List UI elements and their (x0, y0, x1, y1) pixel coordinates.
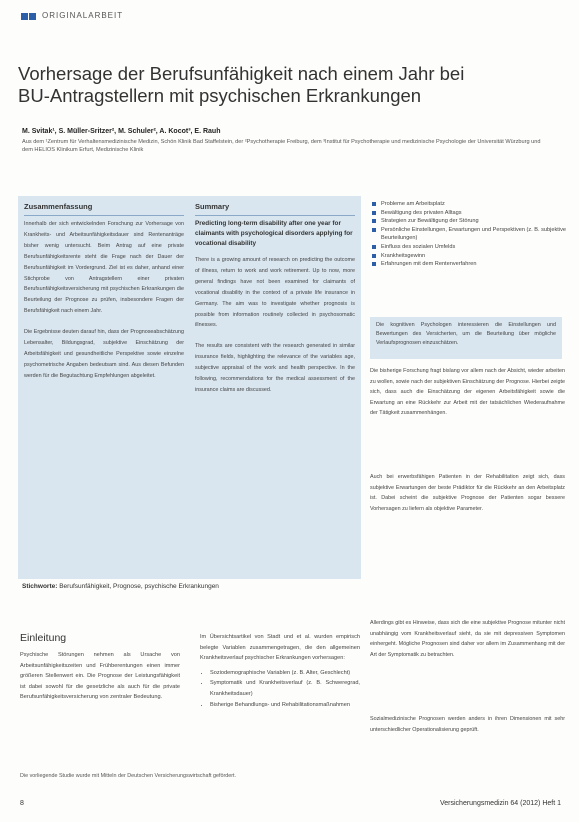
intro-col1: Psychische Störungen nehmen als Ursache von Arbeitsunfähigkeitszeiten und Frühberentungen einen immer größeren Stellenwert ein. Die Prognose der Leistungsfähigkeit ist dabei sowohl für die gesetzliche als auch für die private Berufsunfähigkeitsversicherung von zentraler Bedeutung. (20, 652, 180, 701)
list-item: Strategien zur Bewältigung der Störung (372, 217, 567, 226)
authors: M. Svitak¹, S. Müller-Sritzer², M. Schuler², A. Kocot³, E. Rauh (22, 128, 221, 135)
keywords-label: Stichworte: (22, 583, 58, 590)
intro-bullet-list (200, 668, 360, 710)
abstract-de-p2: Die Ergebnisse deuten darauf hin, dass der Prognoseabschätzung Lebensalter, Bildungsgrad, subjektive Einschätzung der Arbeitsfähigkeit und gesundheitliche Perspektive sowie einzelne psychometrische Angaben bedeutsam sind. Aus diesen Befunden werden für die Begutachtung Empfehlungen abgeleitet. (24, 329, 184, 379)
list-item: Erfahrungen mit dem Rentenverfahren (372, 260, 567, 269)
abstract-box (18, 196, 361, 579)
abstract-en-heading: Summary (195, 202, 230, 211)
highlight-text: Die kognitiven Psychologen interessieren die Einstellungen und Bewertungen des Versicherten, um die Beurteilung über mögliche Verlaufsprognosen einzuschätzen. (376, 322, 556, 346)
footnote: Die vorliegende Studie wurde mit Mitteln der Deutschen Versicherungswirtschaft gefördert. (20, 773, 237, 779)
header-square-icon (29, 13, 36, 20)
abstract-en-title: Predicting long-term disability after one year for claimants with psychological disorders applying for vocational disability (195, 220, 353, 247)
list-item: Persönliche Einstellungen, Erwartungen und Perspektiven (z. B. subjektive Beurteilungen) (372, 226, 567, 243)
highlight-box (370, 317, 562, 359)
list-item: • Soziodemographische Variablen (z. B. Alter, Geschlecht) (210, 668, 360, 679)
list-item: • Symptomatik und Krankheitsverlauf (z. B. Schweregrad, Krankheitsdauer) (210, 678, 360, 699)
list-item: Probleme am Arbeitsplatz (372, 200, 567, 209)
divider (24, 215, 184, 216)
journal-info: Versicherungsmedizin 64 (2012) Heft 1 (439, 800, 561, 807)
header-kicker: ORIGINALARBEIT (42, 11, 124, 20)
list-item: Bewältigung des privaten Alltags (372, 209, 567, 218)
abstract-de-heading: Zusammenfassung (24, 202, 93, 211)
list-item: Krankheitsgewinn (372, 252, 567, 261)
bullet-list (372, 200, 567, 269)
abstract-en (195, 202, 355, 396)
abstract-en-p1: There is a growing amount of research on predicting the outcome of illness, return to work and work retirement. Up to now, more general findings have not been examined for claimants of vocational disability in the context of a private life insurance in Germany. The aim was to investigate whether prognosis is possible from information routinely collected in psychosomatic illnesses. (195, 257, 355, 329)
title-line: BU-Antragstellern mit psychischen Erkrankungen (18, 85, 422, 106)
keywords-text: Berufsunfähigkeit, Prognose, psychische Erkrankungen (59, 583, 219, 590)
right-paragraph: Auch bei erwerbsfähigen Patienten in der Rehabilitation zeigt sich, dass subjektive Erwartungen der beste Prädiktor für die Rückkehr an den Arbeitsplatz ist. Dabei scheint die subjektive Prognose der Patienten sogar bessere Vorhersagen zu liefern als objektive Parameter. (370, 474, 565, 512)
title-line: Vorhersage der Berufsunfähigkeit nach einem Jahr bei (18, 63, 465, 84)
header-square-icon (21, 13, 28, 20)
intro-col2 (200, 632, 360, 710)
abstract-de-p1: Innerhalb der sich entwickelnden Forschung zur Vorhersage von Krankheits- und Arbeitsunfähigkeitsdauer sind Rentenanträge bisher wenig untersucht. Beim Antrag auf eine private Berufsunfähigkeitsrente steht die Frage nach der Dauer der Berufsunfähigkeit im Vordergrund. Ziel ist es daher, anhand einer Stichprobe von Antragstellern einer privaten Berufsunfähigkeitsversicherung mit psychischen Erkrankungen die Beurteilung der Prognose zu prüfen, insbesondere Fragen der Berufsfähigkeit nach einem Jahr. (24, 221, 184, 315)
abstract-en-p2: The results are consistent with the research generated in similar insurance fields, highlighting the relevance of the variables age, subjective appraisal of the work and health perspective. In the following, recommendations for the medical assessment of the insurance claims are discussed. (195, 343, 355, 393)
section-heading: Einleitung (20, 632, 67, 644)
right-paragraph: Die bisherige Forschung fragt bislang vor allem nach der Absicht, wieder arbeiten zu wollen, sowie nach der subjektiven Einschätzung der Prognose. Hierbei zeigte sich, dass auch die Einschätzung der eigenen Arbeitsfähigkeit sowie die Erwartung an eine Rückkehr zur Arbeit mit der tatsächlichen Wiederaufnahme der Tätigkeit zusammenhängen. (370, 368, 565, 417)
page-title (18, 63, 558, 107)
right-paragraph: Allerdings gibt es Hinweise, dass sich die eine subjektive Prognose mitunter nicht unabhängig vom Krankheitsverlauf sieht, da sie mit depressiven Symptomen einhergeht. Mögliche Prognosen sind daher vor allem im Zusammenhang mit der Art der Symptomatik zu betrachten. (370, 620, 565, 658)
right-paragraph: Sozialmedizinische Prognosen werden anders in ihren Dimensionen mit sehr unterschiedlicher Operationalisierung geprüft. (370, 716, 565, 733)
intro-col2-text: Im Übersichtsartikel von Stadt und et al. wurden empirisch belegte Variablen zusammengetragen, die den allgemeinen Krankheitsverlauf psychischer Erkrankungen vorhersagen: (200, 634, 360, 662)
keywords (22, 583, 362, 603)
affiliations: Aus dem ¹Zentrum für Verhaltensmedizinische Medizin, Schön Klinik Bad Staffelstein, der ²Psychotherapie Freiburg, dem ³Institut für Psychotherapie und medizinische Psychologie der Universität Würzburg und dem HELIOS Klinikum Erfurt, Medizinische Klinik (22, 139, 541, 153)
page-number: 8 (20, 800, 24, 807)
divider (195, 215, 355, 216)
abstract-de (24, 202, 184, 382)
list-item: Einfluss des sozialen Umfelds (372, 243, 567, 252)
list-item: • Bisherige Behandlungs- und Rehabilitationsmaßnahmen (210, 700, 360, 711)
